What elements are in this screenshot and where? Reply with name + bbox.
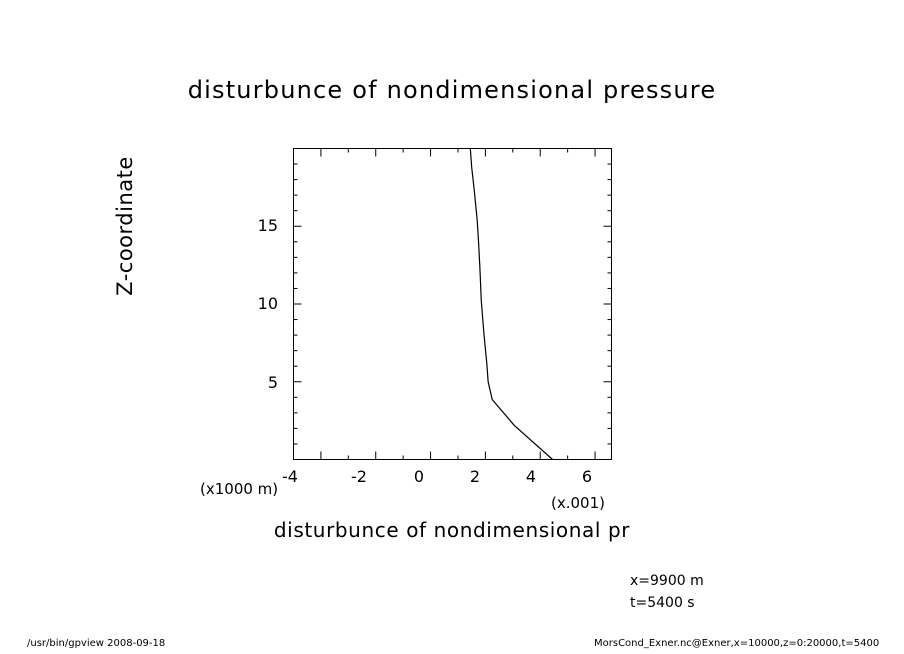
plot-frame <box>293 148 612 460</box>
x-tick-label-6: 6 <box>581 467 593 486</box>
annotation-time: t=5400 s <box>630 595 695 611</box>
x-tick-label-0: 0 <box>413 467 425 486</box>
y-unit-label: (x1000 m) <box>200 480 279 498</box>
y-tick-label-15: 15 <box>257 216 278 235</box>
x-tick-label-2: 2 <box>469 467 481 486</box>
chart-title: disturbunce of nondimensional pressure <box>187 76 717 104</box>
x-tick-label-4: 4 <box>525 467 537 486</box>
y-tick-label-5: 5 <box>267 373 278 392</box>
footer-right-text: MorsCond_Exner.nc@Exner,x=10000,z=0:20000,t=5400 <box>594 638 880 649</box>
y-axis-label: Z-coordinate <box>113 156 137 296</box>
y-tick-label-10: 10 <box>257 294 278 313</box>
x-tick-label-minus2: -2 <box>351 467 367 486</box>
x-axis-label: disturbunce of nondimensional pr <box>273 518 631 542</box>
x-tick-label-minus4: -4 <box>282 467 298 486</box>
x-unit-label: (x.001) <box>551 494 605 512</box>
annotation-x-position: x=9900 m <box>630 573 704 589</box>
footer-left-text: /usr/bin/gpview 2008-09-18 <box>27 638 166 649</box>
